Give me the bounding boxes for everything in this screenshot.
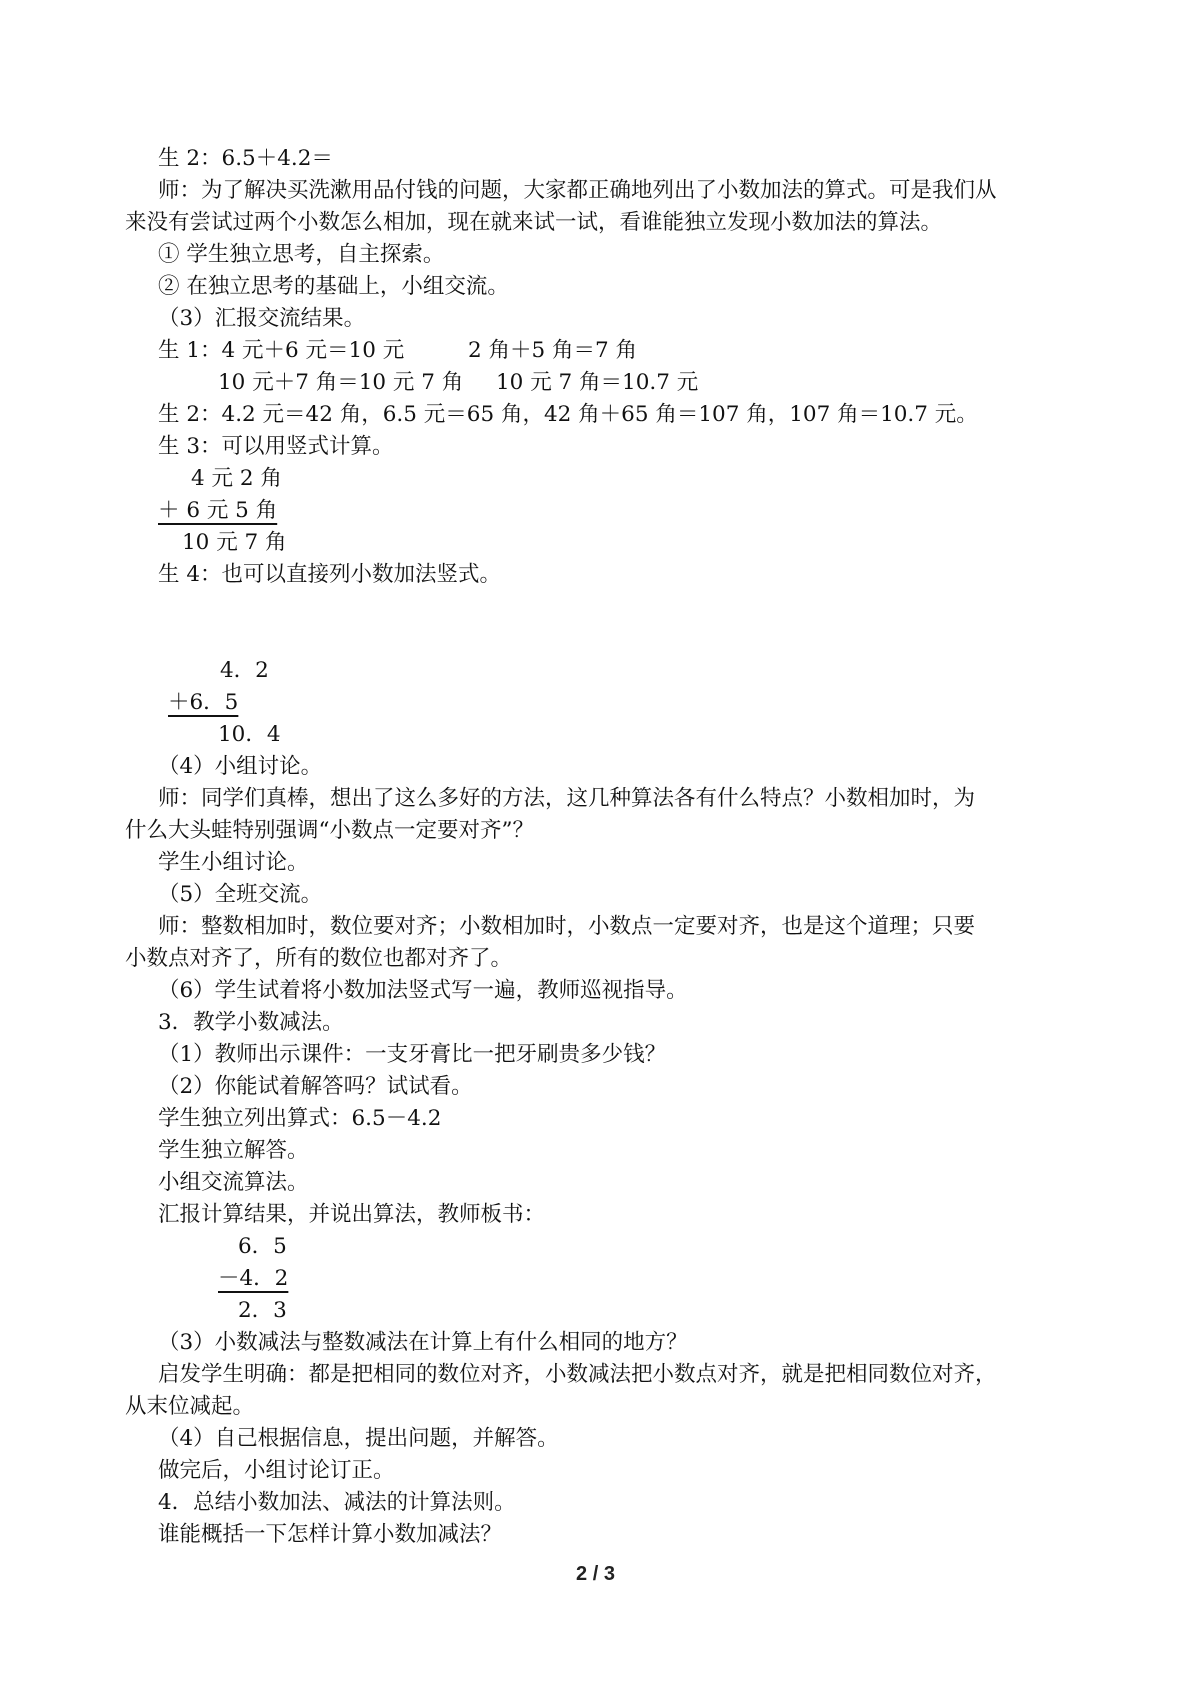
text-line: 做完后，小组讨论订正。	[158, 1458, 395, 1483]
text-line: （3）汇报交流结果。	[158, 306, 366, 331]
vertical-calc-line: 4 元 2 角	[191, 466, 282, 491]
text-line: 生 3：可以用竖式计算。	[158, 434, 394, 459]
text-line: （2）你能试着解答吗？试试看。	[158, 1074, 473, 1099]
text-line: 4．总结小数加法、减法的计算法则。	[158, 1490, 516, 1515]
text-line: 2 角＋5 角＝7 角	[468, 338, 638, 363]
vertical-calc-line: 10 元 7 角	[182, 530, 287, 555]
page-number: 2 / 3	[576, 1563, 615, 1585]
text-line: 生 2：6.5＋4.2＝	[158, 146, 333, 171]
vertical-calc-line: 6．5	[238, 1234, 287, 1259]
text-line: （3）小数减法与整数减法在计算上有什么相同的地方？	[158, 1330, 688, 1355]
text-line: （4）自己根据信息，提出问题，并解答。	[158, 1426, 559, 1451]
text-line: 10 元＋7 角＝10 元 7 角	[218, 370, 464, 395]
text-line: 学生小组讨论。	[158, 850, 309, 875]
text-line: ② 在独立思考的基础上，小组交流。	[158, 274, 509, 299]
text-line: 汇报计算结果，并说出算法，教师板书：	[158, 1202, 546, 1227]
text-line: 从末位减起。	[125, 1394, 255, 1419]
vertical-calc-line: 2．3	[238, 1298, 287, 1323]
text-line: （6）学生试着将小数加法竖式写一遍，教师巡视指导。	[158, 978, 688, 1003]
text-line: 师：同学们真棒，想出了这么多好的方法，这几种算法各有什么特点？小数相加时，为	[158, 786, 976, 811]
text-line: 什么大头蛙特别强调“小数点一定要对齐”？	[125, 818, 534, 843]
text-line: 来没有尝试过两个小数怎么相加，现在就来试一试，看谁能独立发现小数加法的算法。	[125, 210, 943, 235]
text-line: 学生独立解答。	[158, 1138, 309, 1163]
text-line: 谁能概括一下怎样计算小数加减法？	[158, 1522, 503, 1547]
text-line: 启发学生明确：都是把相同的数位对齐，小数减法把小数点对齐，就是把相同数位对齐，	[158, 1362, 997, 1387]
text-line: 生 1：4 元＋6 元＝10 元	[158, 338, 405, 363]
text-line: 10 元 7 角＝10.7 元	[496, 370, 699, 395]
text-line: ① 学生独立思考，自主探索。	[158, 242, 445, 267]
text-line: 小组交流算法。	[158, 1170, 309, 1195]
text-line: 3．教学小数减法。	[158, 1010, 344, 1035]
text-line: 生 2：4.2 元＝42 角，6.5 元＝65 角，42 角＋65 角＝107 角，107 角＝10.7 元。	[158, 402, 978, 427]
vertical-calc-line: 4．2	[220, 658, 269, 683]
text-line: 小数点对齐了，所有的数位也都对齐了。	[125, 946, 513, 971]
text-line: 生 4：也可以直接列小数加法竖式。	[158, 562, 502, 587]
vertical-calc-line: 10．4	[218, 722, 281, 747]
text-line: （1）教师出示课件：一支牙膏比一把牙刷贵多少钱？	[158, 1042, 667, 1067]
text-line: （4）小组讨论。	[158, 754, 323, 779]
text-line: 学生独立列出算式：6.5－4.2	[158, 1106, 442, 1131]
vertical-calc-line: ＋ 6 元 5 角	[158, 498, 278, 523]
text-line: 师：为了解决买洗漱用品付钱的问题，大家都正确地列出了小数加法的算式。可是我们从	[158, 178, 997, 203]
text-line: （5）全班交流。	[158, 882, 323, 907]
vertical-calc-line: ＋6．5	[168, 690, 239, 715]
text-line: 师：整数相加时，数位要对齐；小数相加时，小数点一定要对齐，也是这个道理；只要	[158, 914, 976, 939]
vertical-calc-line: －4．2	[218, 1266, 289, 1291]
